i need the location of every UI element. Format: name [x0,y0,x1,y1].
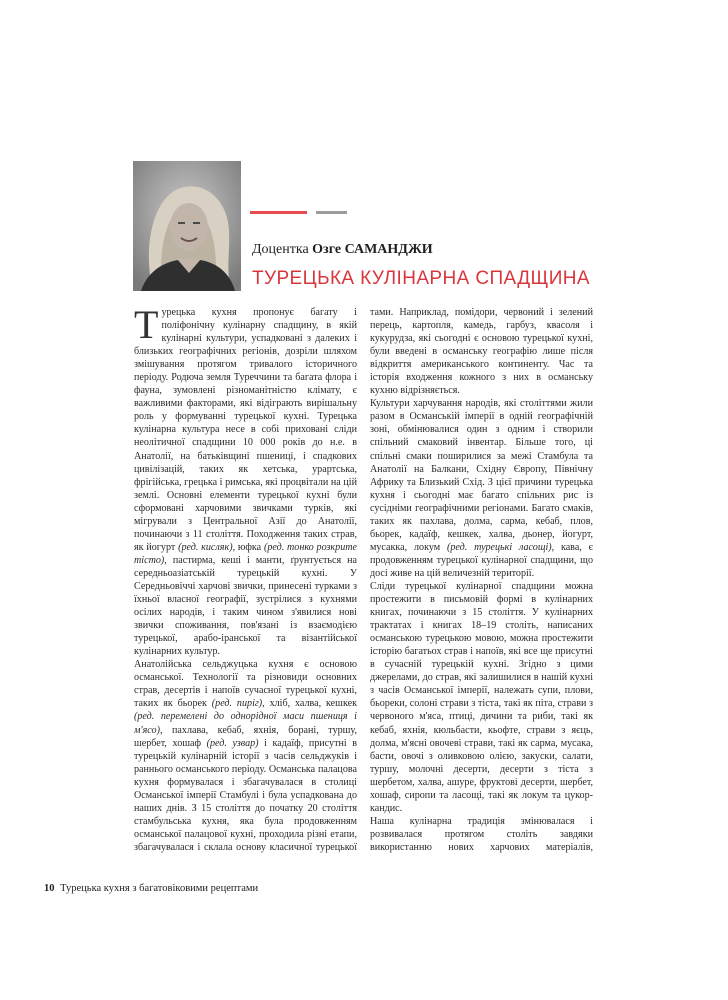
article-column-left [134,306,357,854]
text-run: , пастирма, кеші і манти, ґрунтується на середньоазіатській турецькій кухні. У Середньовіччі харчові звички, принесені турками з їхньої власної географії, зустрілися з кухнями осілих народів, і таким чином з'явилися нові звички споживання, пов'язані із взаємодією турецької, арабо-іранської та візантійської кулінарних культур. [134,554,357,658]
paragraph [370,397,593,580]
paragraph: тами. Наприклад, помідори, червоний і зелений перець, картопля, камедь, гарбуз, квасоля і кукурудза, які сьогодні є основою турецької кухні, були введені в османську географію лише після відкриття американського континенту. Час та історія входження кожного з них в османську кухню відрізняється. [370,307,593,397]
paragraph [134,306,357,658]
text-run: , пахлава, кебаб, яхнія, борані, туршу, шербет, хошаф [134,724,357,749]
author-byline [252,242,433,258]
text-run: Культури харчування народів, які століттями жили разом в Османській імперії в одній географічній зоні, обмінювалися один з одним і створили спільний смаковий інвентар. Більше того, ці спільні смаки поширилися за межі Стамбула та Анатолії на Балкани, Східну Європу, Північну Африку та Близький Схід. З цієї причини турецька кухня і сьогодні має багато спільних рис із сусідніми географічними регіонами. Багато смаків, таких як пахлава, долма, сарма, кебаб, плов, бьорек, кадаїф, кешкек, халва, дьонер, йогурт, мусакка, локум [370,398,593,553]
italic-note: (ред. турецькі ласощі) [446,541,552,553]
drop-cap: Т [134,306,159,347]
accent-rule-red [250,211,307,214]
accent-rule-grey [316,211,347,214]
italic-note: (ред. перемелені до однорідної маси пшениця і м'ясо) [134,711,357,736]
paragraph: Сліди турецької кулінарної спадщини можна простежити в письмовій формі в кулінарних книгах, починаючи з 15 століття. У кулінарних трактатах і книгах 18–19 століть, написаних османською турецькою мовою, можна простежити історію багатьох страв і напоїв, які все ще присутні в сучасній турецькій кухні. Згідно з цими джерелами, до страв, які залишилися в нашій кухні з часів Османської імперії, належать супи, плови, бьореки, солоні страви з тіста, такі як піта, страви з червоного м'яса, птиці, дичини та риби, такі як кебаб, яхнія, кюльбасти, кьофте, страви з яєць, долма, м'ясні овочеві страви, такі як сарма, мусака, басти, овочі з оливковою олією, закуски, салати, туршу, молочні десерти, десерти з тіста з шербетом, халва, ашуре, фруктові десерти, шербет, хошаф, сиропи та ласощі, такі як локум та цукор-кандис. [370,580,593,814]
text-run: , юфка [232,541,262,553]
italic-note: (ред. кисляк) [178,541,233,553]
article-column-right [370,306,593,854]
text-run: і кадаїф, присутні в турецькій кулінарній історії з часів сельджуків і раннього османського періоду. Османська палацова кухня формувалася і збагачувалася в столиці Османської імперії Стамбулі і була успадкована до наших днів. З 15 століття до початку 20 століття стамбульська кухня, яка була продовженням османської палацової кухні, проходила різні етапи, збагачувалася і склала основу класичної турецької [134,737,357,853]
italic-note: (ред. узвар) [206,737,259,749]
page-number: 10 [44,883,55,894]
article-title: ТУРЕЦЬКА КУЛІНАРНА СПАДЩИНА [252,268,590,289]
paragraph [134,658,357,854]
page-footer [44,883,258,894]
paragraph: Наша кулінарна традиція змінювалася і розвивалася протягом століть завдяки використанню нових харчових матеріалів, [370,815,593,853]
text-run: Анатолійська сельджуцька кухня є основою османської. Технології та різновиди основних страв, десертів і напоїв сучасної турецької кухні, таких як бьорек [134,659,357,710]
author-name: Озге САМАНДЖИ [312,242,433,257]
book-title: Турецька кухня з багатовіковими рецептами [60,883,259,894]
text-run: урецька кухня пропонує багату і поліфонічну кулінарну спадщину, в якій кулінарні культури, успадковані з далеких і близьких географічних регіонів, дозріли шляхом змішування протягом тривалого історичного періоду. Родюча земля Туреччини та багата флора і фауна, зумовлені різноманітністю клімату, є важливими факторами, які відіграють вирішальну роль у формуванні турецької кухні. Турецька кулінарна культура несе в собі приховані сліди неолітичної спадщини 10 000 років до н.е. в Анатолії, на батьківщині пшениці, і спадкових цивілізацій, таких як хетська, урартська, фрігійська, грецька і римська, які процвітали на цій землі. Основні елементи турецької кухні були сформовані харчовими звичками турків, які мігрували з Центральної Азії до Анатолії, починаючи з 11 століття. Походження таких страв, як йогурт [134,307,357,553]
italic-note: (ред. тонко розкрите тісто) [134,541,357,566]
italic-note: (ред. пиріг) [211,698,263,710]
author-prefix: Доцентка [252,242,309,257]
author-portrait-image [133,161,241,291]
author-portrait [133,161,241,291]
text-run: , хліб, халва, кешкек [262,698,357,710]
text-run: , кава, є продовженням турецької кулінарної спадщини, що досі живе на цій величезній території. [370,541,593,579]
